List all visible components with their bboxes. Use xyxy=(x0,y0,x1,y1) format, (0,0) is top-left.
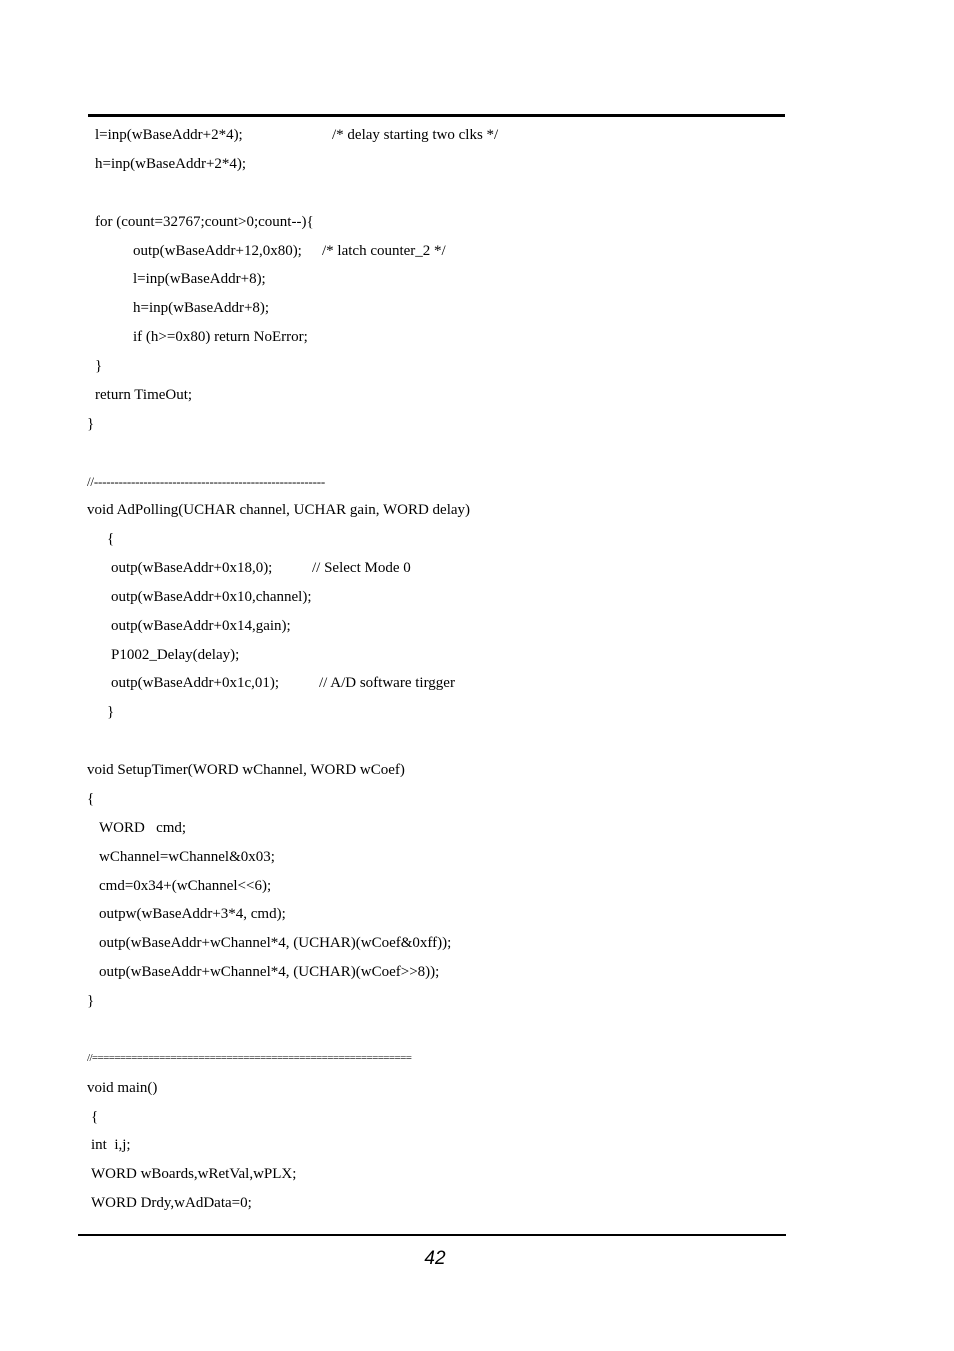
code-line: } xyxy=(107,704,115,720)
code-line: outpw(wBaseAddr+3*4, cmd); xyxy=(99,906,286,922)
code-separator: //-------------------------------------------------------- xyxy=(87,474,326,489)
code-line: cmd=0x34+(wChannel<<6); xyxy=(99,878,272,894)
code-line: outp(wBaseAddr+12,0x80); xyxy=(133,243,302,259)
code-line: WORD Drdy,wAdData=0; xyxy=(91,1195,252,1211)
function-signature: void main() xyxy=(87,1080,158,1096)
code-comment: // A/D software tirgger xyxy=(319,675,455,691)
code-line: outp(wBaseAddr+wChannel*4, (UCHAR)(wCoef&0xff)); xyxy=(99,935,452,951)
code-comment: // Select Mode 0 xyxy=(312,560,411,576)
code-line: return TimeOut; xyxy=(95,387,193,403)
header-rule xyxy=(88,114,785,117)
code-comment: /* latch counter_2 */ xyxy=(322,243,446,259)
code-comment: /* delay starting two clks */ xyxy=(332,127,499,143)
code-line: int i,j; xyxy=(91,1137,131,1153)
code-line: } xyxy=(87,416,95,432)
code-line: { xyxy=(91,1109,99,1125)
code-line: if (h>=0x80) return NoError; xyxy=(133,329,308,345)
code-line: outp(wBaseAddr+0x18,0); xyxy=(111,560,273,576)
code-line: WORD cmd; xyxy=(99,820,187,836)
code-line: outp(wBaseAddr+0x10,channel); xyxy=(111,589,312,605)
footer-rule xyxy=(78,1234,786,1236)
code-line: wChannel=wChannel&0x03; xyxy=(99,849,275,865)
code-line: outp(wBaseAddr+0x14,gain); xyxy=(111,618,291,634)
code-line: } xyxy=(95,358,103,374)
code-line: P1002_Delay(delay); xyxy=(111,647,240,663)
function-signature: void SetupTimer(WORD wChannel, WORD wCoef) xyxy=(87,762,405,778)
page-number: 42 xyxy=(424,1248,446,1269)
code-line: h=inp(wBaseAddr+8); xyxy=(133,300,270,316)
code-line: } xyxy=(87,993,95,1009)
code-line: { xyxy=(107,531,115,547)
code-separator: //========================================================= xyxy=(87,1052,412,1064)
code-line: WORD wBoards,wRetVal,wPLX; xyxy=(91,1166,297,1182)
code-line: l=inp(wBaseAddr+2*4); xyxy=(95,127,243,143)
code-line: outp(wBaseAddr+0x1c,01); xyxy=(111,675,280,691)
code-line: { xyxy=(87,791,95,807)
code-line: for (count=32767;count>0;count--){ xyxy=(95,214,314,230)
code-line: h=inp(wBaseAddr+2*4); xyxy=(95,156,247,172)
code-line: outp(wBaseAddr+wChannel*4, (UCHAR)(wCoef>>8)); xyxy=(99,964,440,980)
function-signature: void AdPolling(UCHAR channel, UCHAR gain, WORD delay) xyxy=(87,502,471,518)
code-line: l=inp(wBaseAddr+8); xyxy=(133,271,266,287)
